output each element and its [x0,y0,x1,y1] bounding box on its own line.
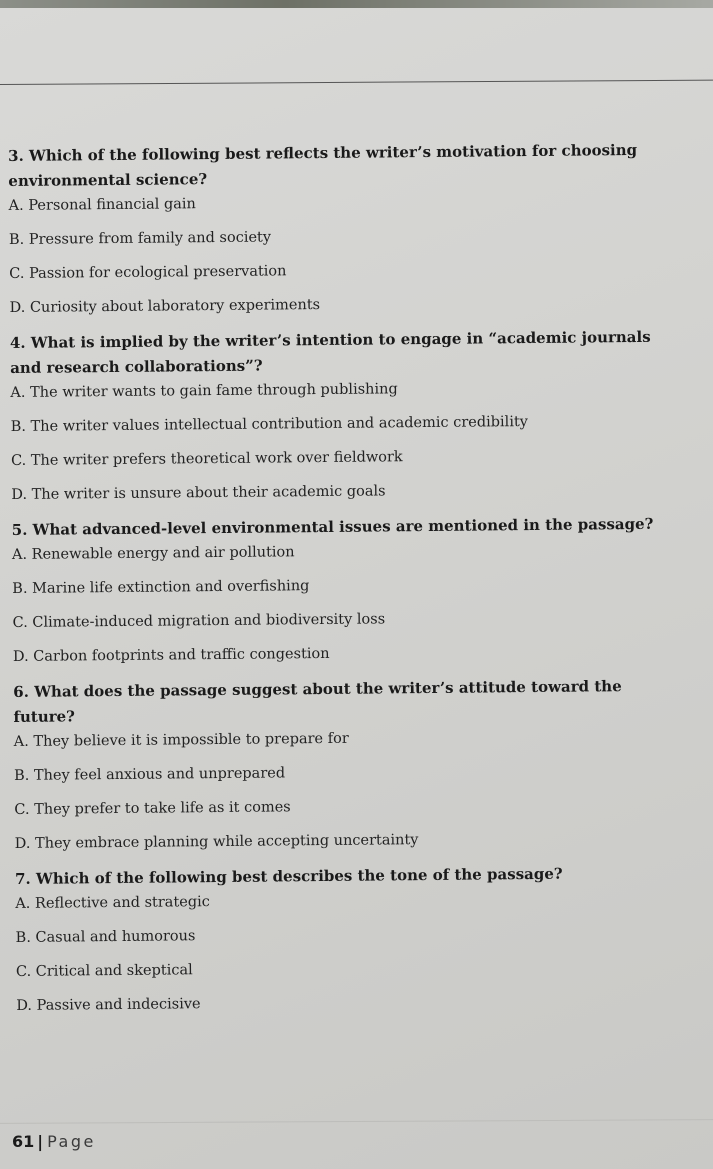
answer-option-a: A. Reflective and strategic [15,894,210,912]
page-separator: | [37,1132,44,1151]
page-label: Page [47,1132,96,1151]
header-divider [0,80,713,85]
question-3 [8,138,680,317]
answer-options [12,541,683,666]
answer-option-d: D. Passive and indecisive [16,996,201,1014]
question-prompt: 6. What does the passage suggest about the writer’s attitude toward the future? [13,677,622,726]
question-5 [12,512,683,666]
page-footer [12,1132,96,1151]
answer-option-d: D. Carbon footprints and traffic congestion [12,645,330,665]
answer-options [9,192,680,317]
question-prompt: 4. What is implied by the writer’s intention to engage in “academic journals and research collaborations”? [9,327,651,377]
answer-option-b: B. They feel anxious and unprepared [13,765,286,784]
answer-options [14,728,685,853]
footer-divider [0,1119,713,1124]
answer-option-c: C. The writer prefers theoretical work over fieldwork [10,449,403,469]
answer-option-d: D. Curiosity about laboratory experiments [9,297,321,316]
question-prompt: 3. Which of the following best reflects the writer’s motivation for choosing environmental science? [8,140,638,190]
answer-option-c: C. They prefer to take life as it comes [14,799,291,818]
answer-option-c: C. Passion for ecological preservation [9,263,287,282]
top-edge-shadow [0,0,713,8]
answer-option-b: B. Pressure from family and society [8,229,272,248]
answer-option-a: A. Personal financial gain [8,196,196,214]
answer-option-b: B. Casual and humorous [15,928,196,946]
answer-option-c: C. Critical and skeptical [15,962,193,980]
answer-option-d: D. They embrace planning while accepting uncertainty [14,832,419,852]
question-prompt: 5. What advanced-level environmental issues are mentioned in the passage? [11,514,654,539]
answer-option-a: A. Renewable energy and air pollution [11,544,295,563]
question-prompt: 7. Which of the following best describes the tone of the passage? [14,864,563,888]
answer-option-a: A. The writer wants to gain fame through publishing [10,381,398,401]
answer-option-a: A. They believe it is impossible to prepare for [13,730,349,750]
question-7 [15,861,686,1015]
answer-option-d: D. The writer is unsure about their academic goals [11,483,386,503]
answer-options [15,890,686,1015]
answer-option-b: B. The writer values intellectual contribution and academic credibility [10,414,529,435]
answer-options [10,379,681,504]
answer-option-b: B. Marine life extinction and overfishing [12,578,310,597]
answer-option-c: C. Climate-induced migration and biodiversity loss [12,611,386,631]
question-6 [13,674,685,853]
question-4 [10,325,682,504]
page-number: 61 [12,1132,35,1151]
question-list [8,138,686,1029]
